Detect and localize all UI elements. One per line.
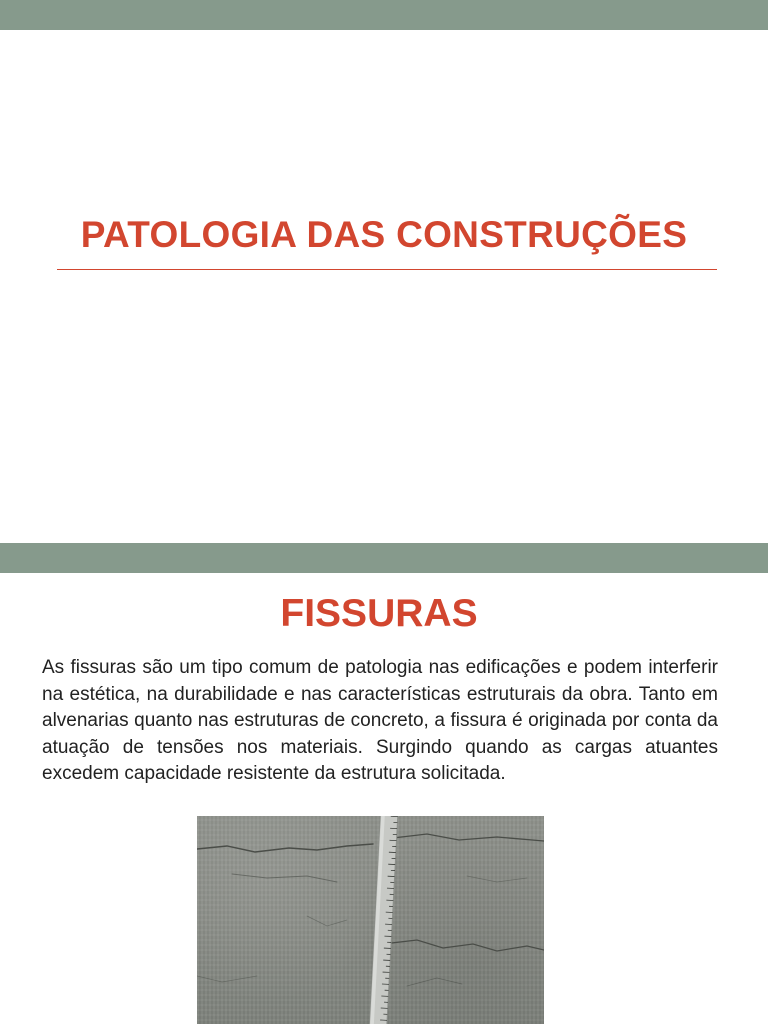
- crack-lines: [197, 834, 544, 986]
- title-underline: [57, 269, 717, 270]
- slide-divider-band: [0, 543, 768, 573]
- crack-photo-illustration: [197, 816, 544, 1024]
- top-band: [0, 0, 768, 30]
- body-paragraph: As fissuras são um tipo comum de patologia nas edificações e podem interferir na estética, na durabilidade e nas características estruturais da obra. Tanto em alvenarias quanto nas estruturas de concreto, a fissura é originada por conta da atuação de tensões nos materiais. Surgindo quando as cargas atuantes excedem capacidade resistente da estrutura solicitada.: [42, 657, 718, 784]
- slide-title: PATOLOGIA DAS CONSTRUÇÕES: [80, 214, 688, 255]
- section-title: FISSURAS: [280, 592, 478, 635]
- crack-photo: [197, 816, 544, 1024]
- ruler: [369, 816, 398, 1024]
